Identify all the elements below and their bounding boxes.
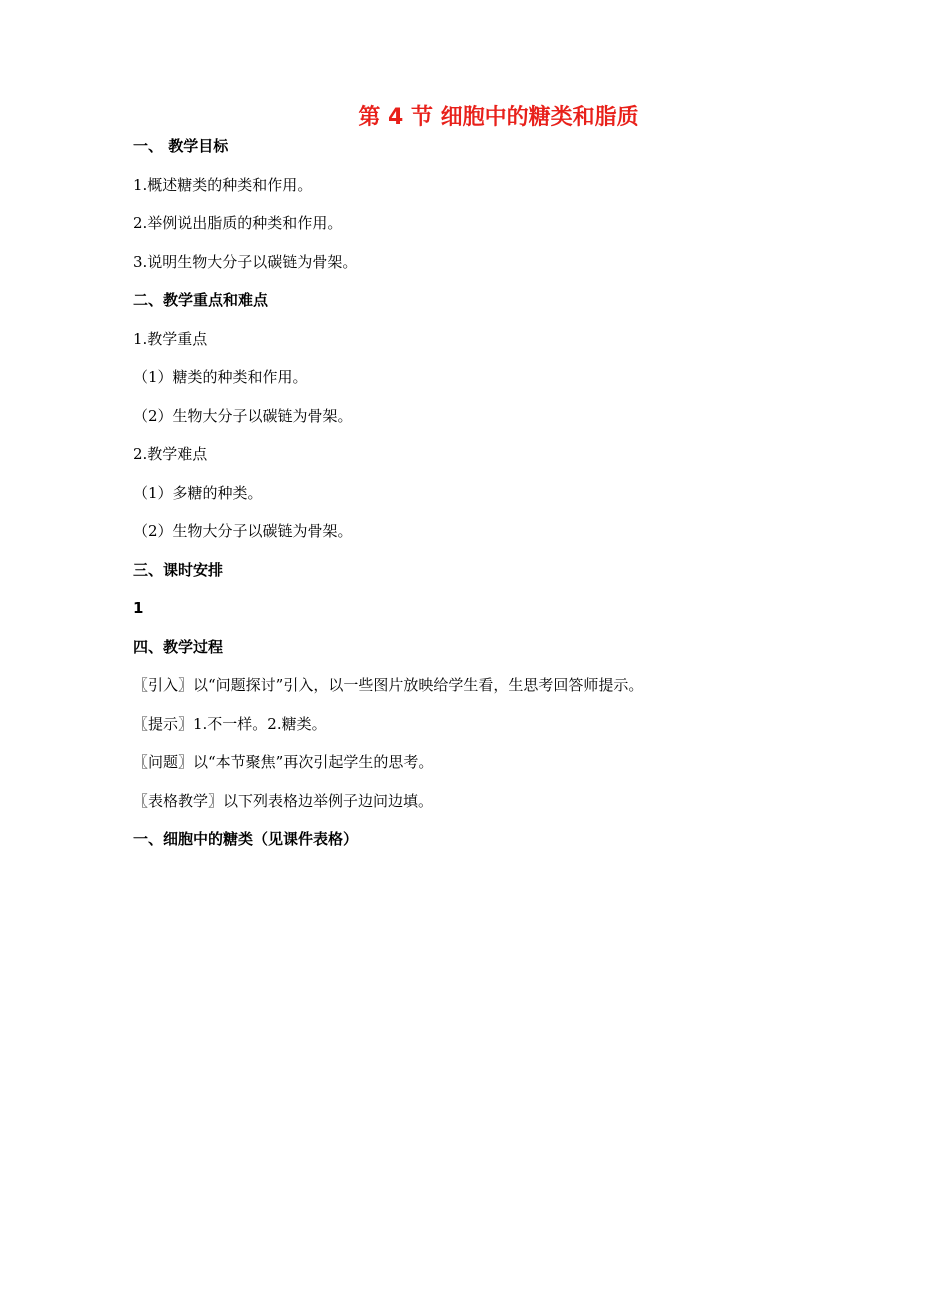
document-body <box>133 132 833 864</box>
process-table-teaching: 〖表格教学〗以下列表格边举例子边问边填。 <box>133 791 434 810</box>
section-heading-key-points: 二、教学重点和难点 <box>133 291 269 309</box>
section-heading-sugars: 一、细胞中的糖类（见课件表格） <box>133 830 359 848</box>
schedule-value: 1 <box>133 599 144 617</box>
key-point-item-1: （1）糖类的种类和作用。 <box>133 368 308 386</box>
process-intro: 〖引入〗以“问题探讨”引入，以一些图片放映给学生看，生思考回答师提示。 <box>133 676 644 694</box>
difficulty-item-1: （1）多糖的种类。 <box>133 483 263 502</box>
objective-item-3: 3.说明生物大分子以碳链为骨架。 <box>133 252 358 271</box>
difficulty-item-2: （2）生物大分子以碳链为骨架。 <box>133 522 353 540</box>
document-title: 第 4 节 细胞中的糖类和脂质 <box>358 105 639 130</box>
objective-item-1: 1.概述糖类的种类和作用。 <box>133 175 313 194</box>
process-hint: 〖提示〗1.不一样。2.糖类。 <box>133 714 327 733</box>
process-question: 〖问题〗以“本节聚焦”再次引起学生的思考。 <box>133 753 434 771</box>
subheading-difficulties: 2.教学难点 <box>133 445 208 463</box>
key-point-item-2: （2）生物大分子以碳链为骨架。 <box>133 406 353 425</box>
section-heading-process: 四、教学过程 <box>133 637 224 656</box>
section-heading-objectives: 一、 教学目标 <box>133 137 229 155</box>
objective-item-2: 2.举例说出脂质的种类和作用。 <box>133 214 343 232</box>
subheading-key-points: 1.教学重点 <box>133 329 208 348</box>
section-heading-schedule: 三、课时安排 <box>133 560 224 579</box>
